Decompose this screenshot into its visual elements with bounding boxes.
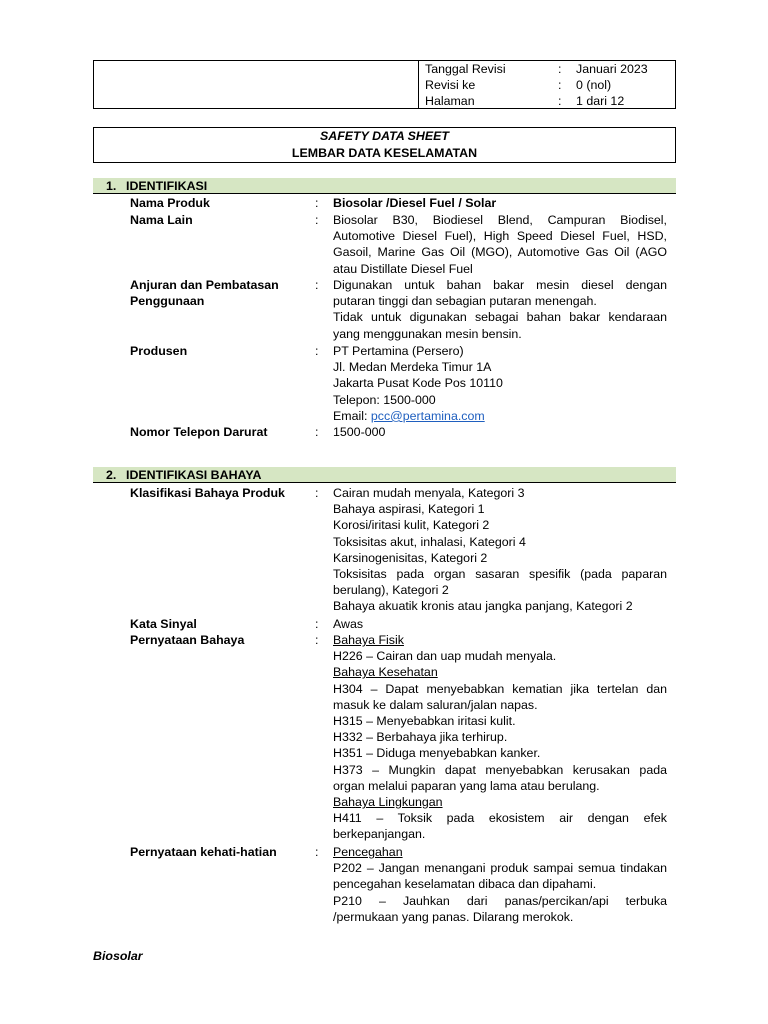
bahaya-lingkungan-heading: Bahaya Lingkungan xyxy=(333,795,443,810)
text-line: Jl. Medan Merdeka Timur 1A xyxy=(333,360,492,375)
produsen-value xyxy=(333,343,667,424)
h411-statement: H411 – Toksik pada ekosistem air dengan efek xyxy=(333,811,667,826)
section-2-heading-bar xyxy=(93,467,676,483)
h304-statement: H304 – Dapat menyebabkan kematian jika tertelan dan xyxy=(333,681,667,696)
title-indonesian: LEMBAR DATA KESELAMATAN xyxy=(291,146,478,160)
text-line: putaran tinggi dan sebagian putaran menengah. xyxy=(333,294,597,309)
colon: : xyxy=(315,617,319,631)
colon: : xyxy=(315,633,319,647)
text-line: Telepon: 1500-000 xyxy=(333,392,436,407)
telepon-darurat-label: Nomor Telepon Darurat xyxy=(130,425,268,439)
pernyataan-bahaya-value xyxy=(333,632,667,843)
colon: : xyxy=(315,213,319,227)
section-1-heading-bar xyxy=(93,178,676,194)
pencegahan-heading: Pencegahan xyxy=(333,845,403,859)
section-2-heading: IDENTIFIKASI BAHAYA xyxy=(126,468,262,482)
revision-number-sep: : xyxy=(558,78,562,92)
colon: : xyxy=(315,278,319,292)
anjuran-value xyxy=(333,277,667,342)
nama-lain-value xyxy=(333,212,667,277)
text-line: Gasoil, Marine Gas Oil (MGO), Automotive Gas Oil (AGO xyxy=(333,245,667,260)
text-line: berulang), Kategori 2 xyxy=(333,583,449,598)
kata-sinyal-value: Awas xyxy=(333,617,364,631)
h332-statement: H332 – Berbahaya jika terhirup. xyxy=(333,730,508,745)
email-prefix: Email: xyxy=(333,408,371,423)
section-1-number: 1. xyxy=(106,179,117,193)
revision-date-label: Tanggal Revisi xyxy=(425,62,506,76)
kehati-hatian-label: Pernyataan kehati-hatian xyxy=(130,845,277,859)
section-2-number: 2. xyxy=(106,468,117,482)
telepon-darurat-value: 1500-000 xyxy=(333,425,386,439)
revision-date-value: Januari 2023 xyxy=(576,62,648,76)
page-label: Halaman xyxy=(425,94,475,108)
h373-statement: H373 – Mungkin dapat menyebabkan kerusakan pada xyxy=(333,762,667,777)
pernyataan-bahaya-label: Pernyataan Bahaya xyxy=(130,633,245,647)
h304-statement-cont: masuk ke dalam saluran/jalan napas. xyxy=(333,697,538,712)
colon: : xyxy=(315,845,319,859)
p210-statement-cont: /permukaan yang panas. Dilarang merokok. xyxy=(333,909,574,924)
h226-statement: H226 – Cairan dan uap mudah menyala. xyxy=(333,649,557,664)
klasifikasi-value xyxy=(333,485,667,615)
text-line: Cairan mudah menyala, Kategori 3 xyxy=(333,486,525,500)
produsen-label: Produsen xyxy=(130,344,188,358)
text-line: Tidak untuk digunakan sebagai bahan bakar kendaraan xyxy=(333,310,667,325)
anjuran-label: Anjuran dan Pembatasan xyxy=(130,278,279,292)
bahaya-fisik-heading: Bahaya Fisik xyxy=(333,633,404,647)
bahaya-kesehatan-heading: Bahaya Kesehatan xyxy=(333,665,438,680)
nama-produk-value: Biosolar /Diesel Fuel / Solar xyxy=(333,196,497,210)
email-line xyxy=(333,408,667,424)
revision-number-label: Revisi ke xyxy=(425,78,476,92)
text-line: Bahaya aspirasi, Kategori 1 xyxy=(333,502,485,517)
text-line: Bahaya akuatik kronis atau jangka panjang, Kategori 2 xyxy=(333,599,633,614)
footer-product-name: Biosolar xyxy=(93,949,143,963)
text-line: Korosi/iritasi kulit, Kategori 2 xyxy=(333,518,490,533)
header-divider xyxy=(418,60,419,109)
p202-statement-cont: pencegahan keselamatan dibaca dan dipahami. xyxy=(333,877,597,892)
text-line: atau Distillate Diesel Fuel xyxy=(333,261,473,276)
p202-statement: P202 – Jangan menangani produk sampai semua tindakan xyxy=(333,861,667,876)
section-1-heading: IDENTIFIKASI xyxy=(126,179,208,193)
h373-statement-cont: organ melalui paparan yang lama atau berulang. xyxy=(333,778,600,793)
text-line: Automotive Diesel Fuel), High Speed Diesel Fuel, HSD, xyxy=(333,229,667,244)
h411-statement-cont: berkepanjangan. xyxy=(333,827,426,842)
p210-statement: P210 – Jauhkan dari panas/percikan/api terbuka xyxy=(333,893,667,908)
colon: : xyxy=(315,344,319,358)
nama-produk-label: Nama Produk xyxy=(130,196,210,210)
kehati-hatian-value xyxy=(333,844,667,925)
text-line: Digunakan untuk bahan bakar mesin diesel dengan xyxy=(333,278,667,292)
text-line: Biosolar B30, Biodiesel Blend, Campuran Biodisel, xyxy=(333,213,667,227)
colon: : xyxy=(315,486,319,500)
text-line: Jakarta Pusat Kode Pos 10110 xyxy=(333,376,503,391)
text-line: PT Pertamina (Persero) xyxy=(333,344,464,358)
revision-number-value: 0 (nol) xyxy=(576,78,612,92)
h315-statement: H315 – Menyebabkan iritasi kulit. xyxy=(333,714,516,729)
title-english: SAFETY DATA SHEET xyxy=(320,129,449,143)
klasifikasi-label: Klasifikasi Bahaya Produk xyxy=(130,486,285,500)
email-link[interactable]: pcc@pertamina.com xyxy=(370,408,485,423)
kata-sinyal-label: Kata Sinyal xyxy=(130,617,197,631)
colon: : xyxy=(315,196,319,210)
anjuran-label-2: Penggunaan xyxy=(130,294,205,308)
text-line: yang menggunakan mesin bensin. xyxy=(333,326,522,341)
revision-date-sep: : xyxy=(558,62,562,76)
colon: : xyxy=(315,425,319,439)
text-line: Toksisitas akut, inhalasi, Kategori 4 xyxy=(333,534,526,549)
nama-lain-label: Nama Lain xyxy=(130,213,193,227)
page-sep: : xyxy=(558,94,562,108)
text-line: Toksisitas pada organ sasaran spesifik (pada paparan xyxy=(333,567,667,582)
page-value: 1 dari 12 xyxy=(576,94,625,108)
h351-statement: H351 – Diduga menyebabkan kanker. xyxy=(333,746,541,761)
text-line: Karsinogenisitas, Kategori 2 xyxy=(333,550,488,565)
